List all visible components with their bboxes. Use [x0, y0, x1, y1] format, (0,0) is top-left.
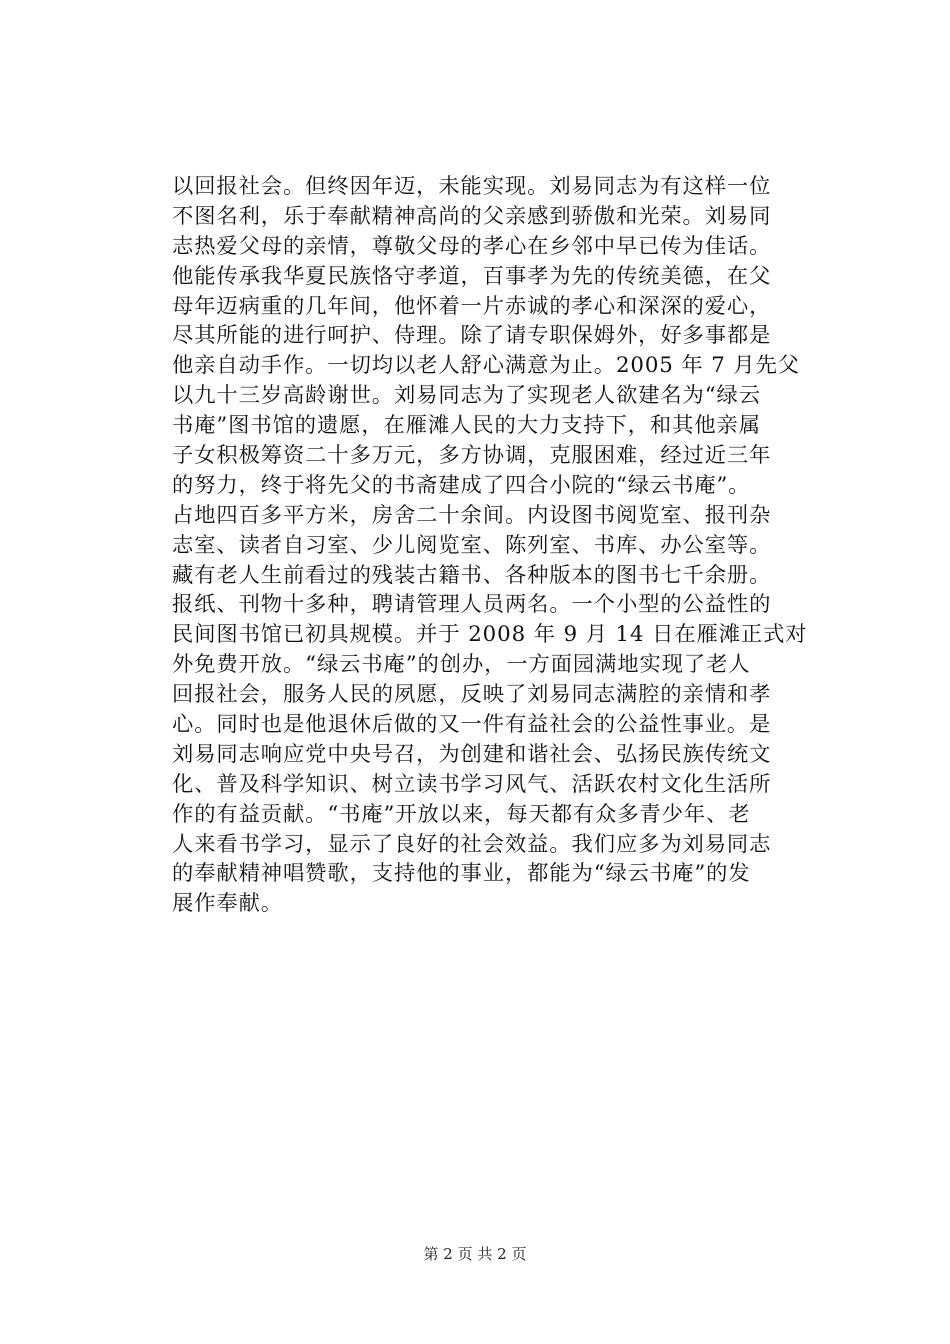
text-line: 的奉献精神唱赞歌，支持他的事业，都能为“绿云书庵”的发: [172, 861, 751, 887]
text-line: 母年迈病重的几年间，他怀着一片赤诚的孝心和深深的爱心，: [172, 293, 772, 319]
text-line: 子女积极筹资二十多万元，多方协调，克服困难，经过近三年: [172, 443, 772, 469]
text-line: 志室、读者自习室、少儿阅览室、陈列室、书库、办公室等。: [172, 532, 772, 558]
text-line: 以回报社会。但终因年迈，未能实现。刘易同志为有这样一位: [172, 174, 772, 199]
text-line: 占地四百多平方米，房舍二十余间。内设图书阅览室、报刊杂: [172, 502, 772, 528]
text-line: 志热爱父母的亲情，尊敬父母的孝心在乡邻中早已传为佳话。: [172, 233, 772, 259]
text-line: 他能传承我华夏民族恪守孝道，百事孝为先的传统美德，在父: [172, 263, 772, 289]
text-line: 报纸、刊物十多种，聘请管理人员两名。一个小型的公益性的: [172, 592, 772, 618]
text-line: 化、普及科学知识、树立读书学习风气、活跃农村文化生活所: [172, 771, 772, 797]
text-line: 回报社会，服务人民的夙愿，反映了刘易同志满腔的亲情和孝: [172, 682, 772, 708]
text-line: 外免费开放。“绿云书庵”的创办，一方面园满地实现了老人: [172, 652, 751, 678]
text-line: 心。同时也是他退休后做的又一件有益社会的公益性事业。是: [172, 712, 772, 738]
text-line: 作的有益贡献。“书庵”开放以来，每天都有众多青少年、老: [172, 801, 751, 827]
text-line: 展作奉献。: [172, 891, 283, 917]
text-line: 以九十三岁高龄谢世。刘易同志为了实现老人欲建名为“绿云: [172, 383, 761, 409]
text-line: 刘易同志响应党中央号召，为创建和谐社会、弘扬民族传统文: [172, 741, 772, 767]
text-line: 书庵”图书馆的遗愿，在雁滩人民的大力支持下，和其他亲属: [172, 413, 761, 439]
text-line: 藏有老人生前看过的残装古籍书、各种版本的图书七千余册。: [172, 562, 772, 588]
body-paragraph: [172, 172, 832, 919]
text-line: 尽其所能的进行呵护、侍理。除了请专职保姆外，好多事都是: [172, 323, 772, 349]
page-number-footer: 第 2 页 共 2 页: [423, 1245, 527, 1263]
text-line: 民间图书馆已初具规模。并于 2008 年 9 月 14 日在雁滩正式对: [172, 622, 808, 648]
text-line: 不图名利，乐于奉献精神高尚的父亲感到骄傲和光荣。刘易同: [172, 203, 772, 229]
text-line: 他亲自动手作。一切均以老人舒心满意为止。2005 年 7 月先父: [172, 353, 800, 379]
text-line: 人来看书学习，显示了良好的社会效益。我们应多为刘易同志: [172, 831, 772, 857]
text-line: 的努力，终于将先父的书斋建成了四合小院的“绿云书庵”。: [172, 472, 751, 498]
